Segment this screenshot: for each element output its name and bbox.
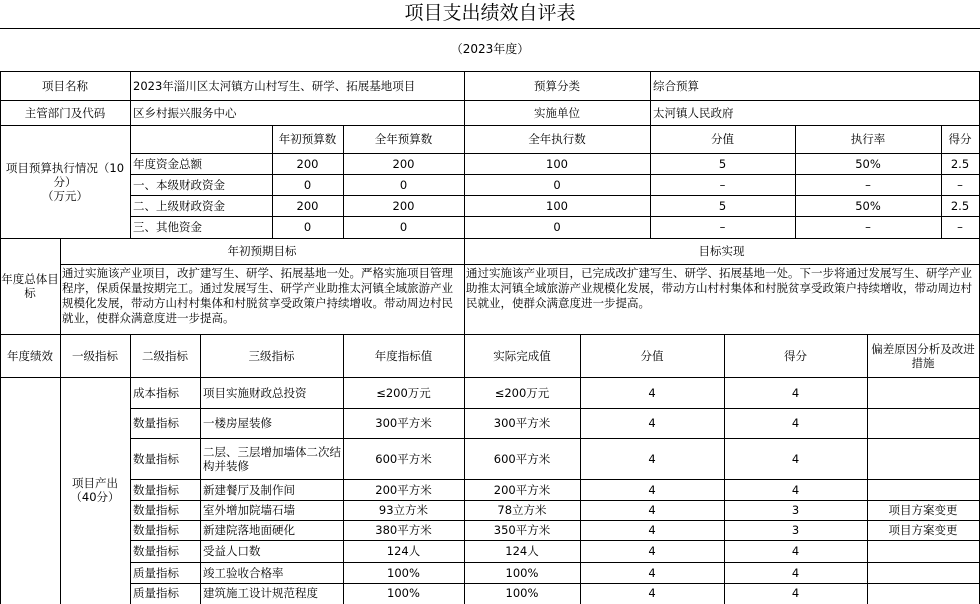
perf-cell: 3	[791, 503, 800, 517]
budget-cell: 200	[392, 156, 415, 171]
budget-row-label: 二、上级财政资金	[133, 198, 225, 213]
budget-cell: 200	[296, 156, 319, 171]
perf-cell: 数量指标	[133, 544, 179, 558]
budget-cell: –	[719, 220, 726, 234]
perf-cell: 4	[648, 523, 656, 537]
perf-cell: 受益人口数	[203, 544, 261, 558]
budget-cell: –	[865, 220, 871, 234]
perf-header: 三级指标	[248, 348, 295, 363]
budget-cell: 5	[718, 198, 727, 213]
perf-cell	[867, 438, 979, 479]
dept-value: 区乡村振兴服务中心	[133, 105, 237, 120]
budget-header: 年初预算数	[278, 132, 337, 146]
perf-cell	[867, 479, 979, 500]
perf-cell: 项目方案变更	[888, 503, 958, 517]
perf-cell: 4	[648, 482, 656, 497]
perf-cell: 350平方米	[493, 523, 551, 537]
perf-cell: 数量指标	[133, 416, 179, 430]
perf-cell: 3	[791, 523, 800, 537]
budget-type-label: 预算分类	[534, 78, 580, 93]
perf-cell: 4	[648, 544, 656, 558]
budget-cell: 0	[399, 220, 408, 234]
dept-label: 主管部门及代码	[24, 105, 106, 120]
budget-cell: 200	[392, 198, 415, 213]
perf-cell: 数量指标	[133, 503, 179, 517]
perf-cell: 一楼房屋装修	[203, 416, 272, 430]
perf-cell	[867, 408, 979, 438]
project-name-label: 项目名称	[42, 78, 88, 93]
perf-cell	[867, 377, 979, 408]
perf-cell: 室外增加院墙石墙	[203, 503, 295, 517]
budget-cell: 0	[553, 220, 561, 234]
perf-cell: 二层、三层增加墙体二次结构并装修	[203, 444, 341, 473]
perf-cell: 4	[791, 544, 800, 558]
budget-row-label: 一、本级财政资金	[133, 177, 225, 192]
project-name-value: 2023年淄川区太河镇方山村写生、研学、拓展基地项目	[133, 78, 416, 93]
perf-cell: 4	[648, 451, 656, 466]
page-title: 项目支出绩效自评表	[404, 2, 576, 24]
perf-cell: 4	[648, 565, 656, 580]
perf-cell: 数量指标	[133, 451, 179, 466]
goals-label: 年度总体目标	[1, 272, 59, 300]
perf-header: 偏差原因分析及改进措施	[871, 341, 975, 370]
budget-header: 执行率	[850, 132, 886, 146]
perf-cell: 600平方米	[375, 451, 432, 466]
perf-cell: 78立方米	[497, 503, 547, 517]
budget-header: 得分	[948, 132, 972, 146]
table-rule	[0, 28, 980, 29]
perf-cell: 300平方米	[493, 416, 551, 430]
perf-cell: 新建院落地面硬化	[203, 523, 295, 537]
budget-header: 分值	[711, 132, 734, 146]
budget-cell: 0	[553, 177, 561, 192]
perf-cell: 4	[791, 586, 800, 600]
perf-cell: 100%	[505, 565, 539, 580]
perf-cell: 质量指标	[133, 565, 179, 580]
budget-header: 全年预算数	[374, 132, 433, 146]
perf-cell: 200平方米	[493, 482, 551, 497]
perf-cell: 100%	[387, 586, 420, 600]
budget-cell: 200	[296, 198, 319, 213]
goals-actual-text: 通过实施该产业项目，已完成改扩建写生、研学、拓展基地一处。下一步将通过发展写生、研学产业助推太河镇全域旅游产业规模化发展，带动方山村村集体和村脱贫享受政策户持续增收，带动周边村民就业，使群众满意度进一步提高。	[466, 266, 972, 310]
goals-actual-header: 目标实现	[698, 244, 745, 258]
perf-cell: 建筑施工设计规范程度	[203, 586, 318, 600]
perf-cell: 100%	[505, 586, 539, 600]
perf-cell: 300平方米	[375, 416, 432, 430]
budget-cell: 50%	[855, 156, 881, 171]
perf-cell: 380平方米	[375, 523, 432, 537]
budget-cell: 0	[303, 220, 312, 234]
budget-cell: –	[719, 177, 726, 192]
budget-cell: 100	[546, 156, 568, 171]
budget-section-label: 项目预算执行情况（10分） （万元）	[5, 160, 125, 203]
perf-cell: 600平方米	[493, 451, 551, 466]
perf-level1-label: 项目产出 （40分）	[70, 476, 120, 504]
perf-cell: 4	[648, 416, 656, 430]
perf-cell: 竣工验收合格率	[203, 565, 284, 580]
perf-cell: 4	[648, 586, 656, 600]
impl-unit-value: 太河镇人民政府	[653, 105, 734, 120]
perf-cell: 质量指标	[133, 586, 179, 600]
perf-cell: 124人	[386, 544, 421, 558]
perf-cell: 200平方米	[375, 482, 432, 497]
perf-cell	[867, 583, 979, 603]
perf-header: 年度指标值	[374, 348, 433, 363]
perf-cell: 4	[791, 385, 800, 400]
budget-cell: 5	[718, 156, 727, 171]
perf-cell: 4	[648, 385, 656, 400]
perf-cell: 4	[791, 451, 800, 466]
budget-type-value: 综合预算	[653, 78, 699, 93]
report-year: （2023年度）	[450, 42, 530, 56]
perf-cell: 100%	[387, 565, 420, 580]
perf-cell: 新建餐厅及制作间	[203, 482, 295, 497]
goals-expected-header: 年初预期目标	[227, 244, 297, 258]
budget-row-label: 年度资金总额	[133, 156, 202, 171]
perf-cell: 项目实施财政总投资	[203, 385, 307, 400]
perf-header: 得分	[784, 348, 807, 363]
perf-cell: 数量指标	[133, 523, 179, 537]
perf-cell: 项目方案变更	[888, 523, 958, 537]
budget-cell: –	[957, 177, 963, 192]
budget-cell: –	[957, 220, 963, 234]
perf-cell: ≤200万元	[494, 385, 550, 400]
perf-cell: 4	[648, 503, 656, 517]
perf-cell: 数量指标	[133, 482, 179, 497]
impl-unit-label: 实施单位	[534, 105, 580, 120]
perf-cell	[867, 540, 979, 562]
budget-cell: 0	[303, 177, 312, 192]
budget-row-label: 三、其他资金	[133, 220, 202, 234]
perf-cell	[867, 562, 979, 583]
perf-cell: 124人	[505, 544, 539, 558]
budget-cell: –	[865, 177, 871, 192]
perf-header: 二级指标	[142, 348, 188, 363]
perf-cell: 4	[791, 565, 800, 580]
perf-cell: 4	[791, 416, 800, 430]
budget-cell: 50%	[855, 198, 881, 213]
perf-cell: 93立方米	[378, 503, 429, 517]
perf-header: 年度绩效	[7, 348, 53, 363]
goals-expected-text: 通过实施该产业项目，改扩建写生、研学、拓展基地一处。严格实施项目管理程序，保质保量按期完工。通过发展写生、研学产业助推太河镇全域旅游产业规模化发展，带动方山村村集体和村脱贫享受政策户持续增收。带动周边村民就业，使群众满意度进一步提高。	[62, 266, 453, 325]
budget-cell: 2.5	[950, 198, 970, 213]
perf-header: 实际完成值	[493, 348, 551, 363]
perf-cell: ≤200万元	[376, 385, 431, 400]
budget-cell: 2.5	[950, 156, 970, 171]
perf-cell: 成本指标	[133, 385, 179, 400]
budget-cell: 100	[546, 198, 568, 213]
perf-header: 一级指标	[72, 348, 118, 363]
perf-cell: 4	[791, 482, 800, 497]
budget-header: 全年执行数	[528, 132, 586, 146]
perf-header: 分值	[640, 348, 664, 363]
budget-cell: 0	[399, 177, 408, 192]
